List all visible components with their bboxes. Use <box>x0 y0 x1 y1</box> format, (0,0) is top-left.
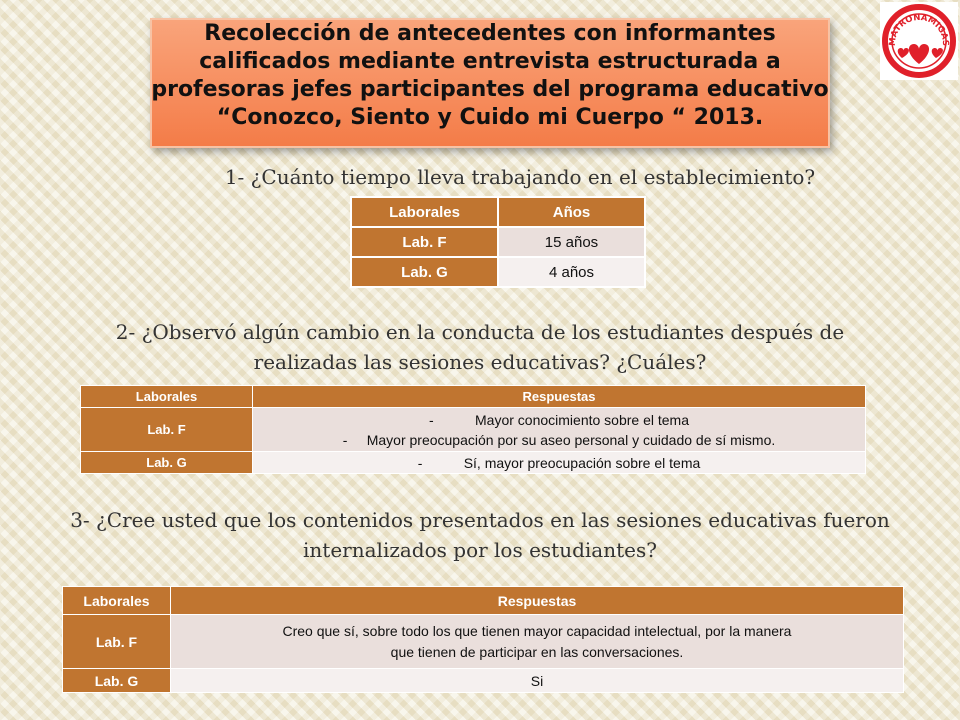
table-row <box>351 257 645 287</box>
answer-cell <box>253 408 866 452</box>
heart-logo-icon <box>880 2 958 80</box>
page-title: Recolección de antecedentes con informantes calificados mediante entrevista estructurada a profesoras jefes participantes del programa educativo “Conozco, Siento y Cuido mi Cuerpo “ 2013. <box>151 21 829 130</box>
question-1: 1- ¿Cuánto tiempo lleva trabajando en el establecimiento? <box>224 165 816 189</box>
header-laborales: Laborales <box>81 386 253 408</box>
table-q3 <box>62 586 904 693</box>
matronamigas-logo <box>880 2 958 80</box>
table-row <box>63 615 904 669</box>
question-3-line-2: internalizados por los estudiantes? <box>303 538 657 562</box>
logo-text: MATRONAMIGAS <box>887 12 951 47</box>
table-row <box>63 669 904 693</box>
header-laborales: Laborales <box>351 197 498 227</box>
header-laborales: Laborales <box>63 587 171 615</box>
lab-label: Lab. G <box>81 452 253 474</box>
table-row <box>351 227 645 257</box>
answer-line: - Mayor preocupación por su aseo personal y cuidado de sí mismo. <box>342 431 776 448</box>
answer-cell <box>171 615 904 669</box>
question-3 <box>20 505 940 565</box>
table-q1 <box>350 196 646 288</box>
answer-cell: - Sí, mayor preocupación sobre el tema <box>253 452 866 474</box>
header-respuestas: Respuestas <box>171 587 904 615</box>
answer-line: - Mayor conocimiento sobre el tema <box>429 411 689 428</box>
answer-line: Creo que sí, sobre todo los que tienen mayor capacidad intelectual, por la manera <box>282 622 792 639</box>
question-2-line-2: realizadas las sesiones educativas? ¿Cuáles? <box>253 350 707 374</box>
table-row <box>81 408 866 452</box>
question-2-line-1: 2- ¿Observó algún cambio en la conducta de los estudiantes después de <box>115 320 845 344</box>
header-respuestas: Respuestas <box>253 386 866 408</box>
question-2 <box>40 317 920 377</box>
lab-label: Lab. F <box>351 227 498 257</box>
years-value: 15 años <box>498 227 645 257</box>
header-anos: Años <box>498 197 645 227</box>
answer-cell: Si <box>171 669 904 693</box>
lab-label: Lab. G <box>351 257 498 287</box>
lab-label: Lab. F <box>63 615 171 669</box>
lab-label: Lab. F <box>81 408 253 452</box>
years-value: 4 años <box>498 257 645 287</box>
table-q2 <box>80 385 866 474</box>
lab-label: Lab. G <box>63 669 171 693</box>
table-row <box>81 452 866 474</box>
question-3-line-1: 3- ¿Cree usted que los contenidos presentados en las sesiones educativas fueron <box>70 508 890 532</box>
answer-line: que tienen de participar en las conversaciones. <box>390 643 684 660</box>
